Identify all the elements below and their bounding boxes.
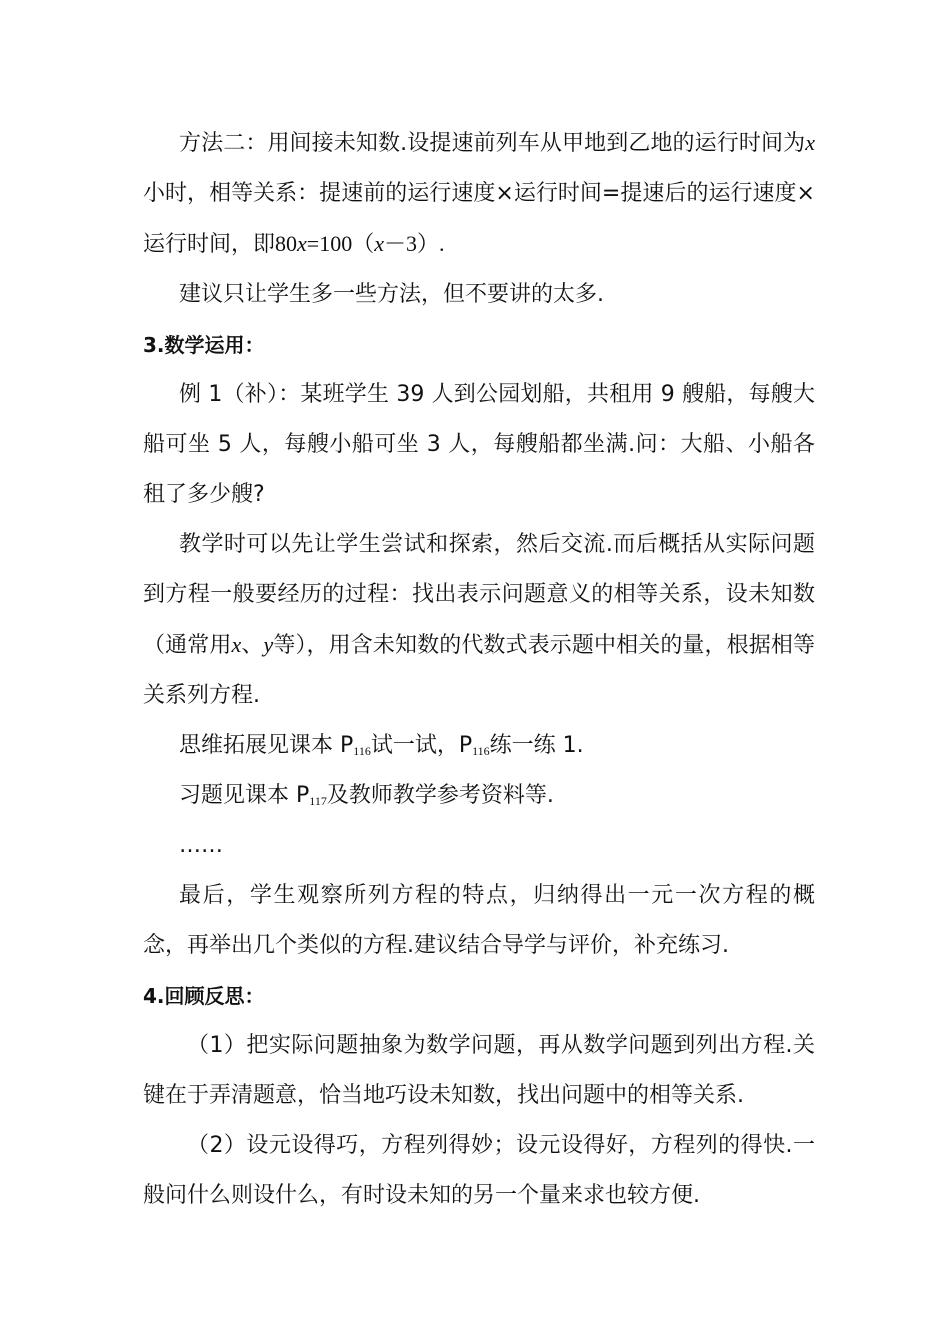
teaching-text-1: 教学时可以先让学生尝试和探索，然后交流.而后概括从实际问题到方程一般要经历的过程：找出表示问题意义的相等关系，设未知数（通常用: [143, 532, 815, 658]
suggestion-paragraph: 建议只让学生多一些方法，但不要讲的太多.: [179, 282, 604, 307]
example-1-paragraph: 例 1（补）：某班学生 39 人到公园划船，共租用 9 艘船，每艘大船可坐 5 人，每艘小船可坐 3 人，每艘船都坐满.问：大船、小船各租了多少艘?: [143, 382, 815, 507]
extension-page-sub-1: 116: [353, 744, 371, 758]
section-4-heading: 4.回顾反思：: [143, 984, 265, 1008]
extension-text-3: 练一练 1.: [489, 733, 584, 758]
exercises-page-sub: 117: [309, 794, 327, 808]
equation-coefficient: 80: [275, 231, 298, 256]
exercises-text-2: 及教师教学参考资料等.: [326, 783, 554, 808]
equation-end: －3）.: [383, 231, 445, 256]
exercises-text-1: 习题见课本 P: [179, 783, 310, 808]
variable-x: x: [805, 130, 815, 155]
teaching-variable-x: x: [231, 632, 242, 657]
ellipsis: ……: [179, 833, 223, 858]
teaching-variable-y: y: [263, 632, 274, 657]
exercises-paragraph: [143, 771, 815, 821]
document-page: [143, 118, 815, 1221]
extension-text-1: 思维拓展见课本 P: [179, 733, 354, 758]
equation-variable-x-2: x: [374, 231, 384, 256]
finally-paragraph: 最后，学生观察所列方程的特点，归纳得出一元一次方程的概念，再举出几个类似的方程.建议结合导学与评价，补充练习.: [143, 883, 815, 958]
equation-middle: =100（: [306, 231, 375, 256]
method-two-text-2: 小时，相等关系：提速前的运行速度×运行时间=提速后的运行速度×运行时间，即: [143, 181, 815, 257]
section-3-heading: 3.数学运用：: [143, 333, 265, 357]
extension-paragraph: [143, 721, 815, 771]
method-two-text-1: 方法二：用间接未知数.设提速前列车从甲地到乙地的运行时间为: [179, 131, 806, 156]
review-point-2: （2）设元设得巧，方程列得妙；设元设得好，方程列的得快.一般问什么则设什么，有时设未知的另一个量来求也较方便.: [143, 1133, 815, 1208]
teaching-separator: 、: [241, 633, 264, 658]
extension-page-sub-2: 116: [472, 744, 490, 758]
teaching-text-2: 等），用含未知数的代数式表示题中相关的量，根据相等关系列方程.: [143, 633, 815, 708]
review-point-1: （1）把实际问题抽象为数学问题，再从数学问题到列出方程.关键在于弄清题意，恰当地巧设未知数，找出问题中的相等关系.: [143, 1033, 815, 1108]
equation-variable-x: x: [297, 231, 307, 256]
teaching-paragraph: [143, 520, 815, 721]
method-two-paragraph: [143, 118, 815, 270]
extension-text-2: 试一试，P: [370, 733, 473, 758]
